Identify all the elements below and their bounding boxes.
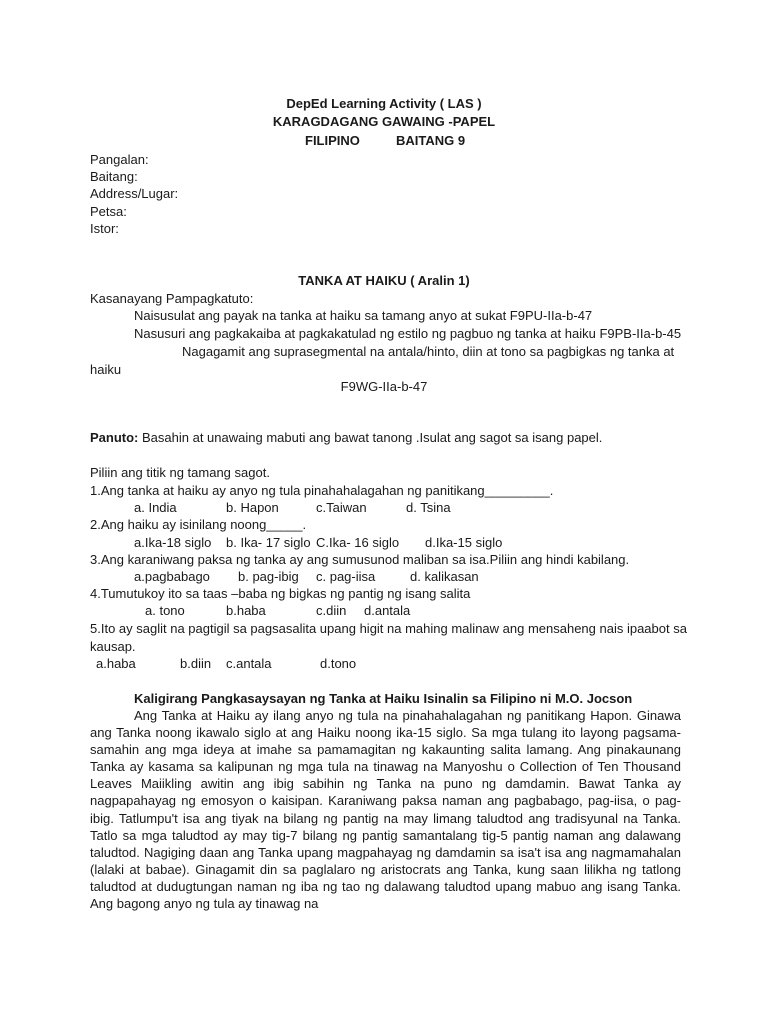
q1-option-d: d. Tsina	[406, 500, 451, 515]
question-3: 3.Ang karaniwang paksa ng tanka ay ang sumusunod maliban sa isa.Piliin ang hindi kabilang.	[90, 552, 630, 567]
q1-option-c: c.Taiwan	[316, 500, 367, 515]
instructions	[90, 429, 602, 446]
competency-item-2: Nasusuri ang pagkakaiba at pagkakatulad ng estilo ng pagbuo ng tanka at haiku F9PB-IIa-b-45	[134, 326, 682, 341]
instructions-text: Basahin at unawaing mabuti ang bawat tanong .Isulat ang sagot sa isang papel.	[138, 430, 603, 445]
competencies-label: Kasanayang Pampagkatuto:	[90, 291, 254, 306]
header-line-2: KARAGDAGANG GAWAING -PAPEL	[272, 114, 496, 129]
q5-option-b: b.diin	[180, 656, 212, 671]
header-grade: BAITANG 9	[396, 133, 466, 148]
q3-option-b: b. pag-ibig	[238, 569, 299, 584]
field-date-label: Petsa:	[90, 204, 127, 219]
q3-option-a: a.pagbabago	[134, 569, 210, 584]
q2-option-d: d.Ika-15 siglo	[425, 535, 503, 550]
question-5-cont: kausap.	[90, 639, 136, 654]
field-teacher-label: Istor:	[90, 221, 119, 236]
field-name-label: Pangalan:	[90, 152, 149, 167]
question-1: 1.Ang tanka at haiku ay anyo ng tula pinahahalagahan ng panitikang_________.	[90, 483, 554, 498]
competency-item-3-cont: haiku	[90, 362, 122, 377]
q3-option-c: c. pag-iisa	[316, 569, 376, 584]
competency-code: F9WG-IIa-b-47	[340, 379, 428, 394]
q3-option-d: d. kalikasan	[410, 569, 479, 584]
competency-item-3: Nagagamit ang suprasegmental na antala/hinto, diin at tono sa pagbigkas ng tanka at	[182, 344, 675, 359]
q5-option-c: c.antala	[226, 656, 272, 671]
q4-option-b: b.haba	[226, 603, 266, 618]
field-address-label: Address/Lugar:	[90, 186, 179, 201]
competency-item-1: Naisusulat ang payak na tanka at haiku sa tamang anyo at sukat F9PU-IIa-b-47	[134, 308, 593, 323]
lesson-title: TANKA AT HAIKU ( Aralin 1)	[298, 273, 470, 288]
q4-option-c: c.diin	[316, 603, 347, 618]
question-4: 4.Tumutukoy ito sa taas –baba ng bigkas ng pantig ng isang salita	[90, 586, 471, 601]
q1-option-b: b. Hapon	[226, 500, 279, 515]
q5-option-a: a.haba	[96, 656, 136, 671]
reading-paragraph	[90, 707, 681, 912]
question-2: 2.Ang haiku ay isinilang noong_____.	[90, 517, 307, 532]
header-subject: FILIPINO	[305, 133, 360, 148]
reading-paragraph-text: Ang Tanka at Haiku ay ilang anyo ng tula na pinahahalagahan ng panitikang Hapon. Ginawa ang Tanka noong ikawalo siglo at ang Haiku noong ika-15 siglo. Sa mga tulang ito layong pagsama-samahin ang mga ideya at imahe sa pamamagitan ng kakaunting salita lamang. Ang pinakaunang Tanka ay kasama sa kalipunan ng mga tula na tinawag na Manyoshu o Collection of Ten Thousand Leaves Maiikling awitin ang ibig sabihin ng Tanka na puno ng damdamin. Bawat Tanka ay nagpapahayag ng emosyon o kaisipan. Karaniwang paksa naman ang pagbabago, pag-iisa, o pag-ibig. Tatlumpu't isa ang tiyak na bilang ng pantig na may limang taludtod ang tradisyunal na Tanka. Tatlo sa mga taludtod ay may tig-7 bilang ng pantig samantalang tig-5 pantig naman ang dalawang taludtod. Nagiging daan ang Tanka upang magpahayag ng damdamin sa isa't isa ang nagmamahalan (lalaki at babae). Ginagamit din sa paglalaro ng aristocrats ang Tanka, kung saan lilikha ng tatlong taludtod at dudugtungan naman ng iba ng tao ng dalawang taludtod upang mabuo ang isang Tanka. Ang bagong anyo ng tula ay tinawag na	[90, 708, 681, 912]
field-grade-label: Baitang:	[90, 169, 138, 184]
choose-instruction: Piliin ang titik ng tamang sagot.	[90, 465, 270, 480]
instructions-label: Panuto:	[90, 430, 139, 445]
q5-option-d: d.tono	[320, 656, 357, 671]
q4-option-d: d.antala	[364, 603, 411, 618]
reading-title: Kaligirang Pangkasaysayan ng Tanka at Haiku Isinalin sa Filipino ni M.O. Jocson	[134, 691, 633, 706]
q1-option-a: a. India	[134, 500, 177, 515]
q4-option-a: a. tono	[145, 603, 185, 618]
header-line-1: DepEd Learning Activity ( LAS )	[286, 96, 482, 111]
q2-option-a: a.Ika-18 siglo	[134, 535, 212, 550]
question-5: 5.Ito ay saglit na pagtigil sa pagsasalita upang higit na mahing malinaw ang mensaheng nais ipaabot sa	[90, 621, 687, 636]
q2-option-b: b. Ika- 17 siglo	[226, 535, 311, 550]
q2-option-c: C.Ika- 16 siglo	[316, 535, 400, 550]
